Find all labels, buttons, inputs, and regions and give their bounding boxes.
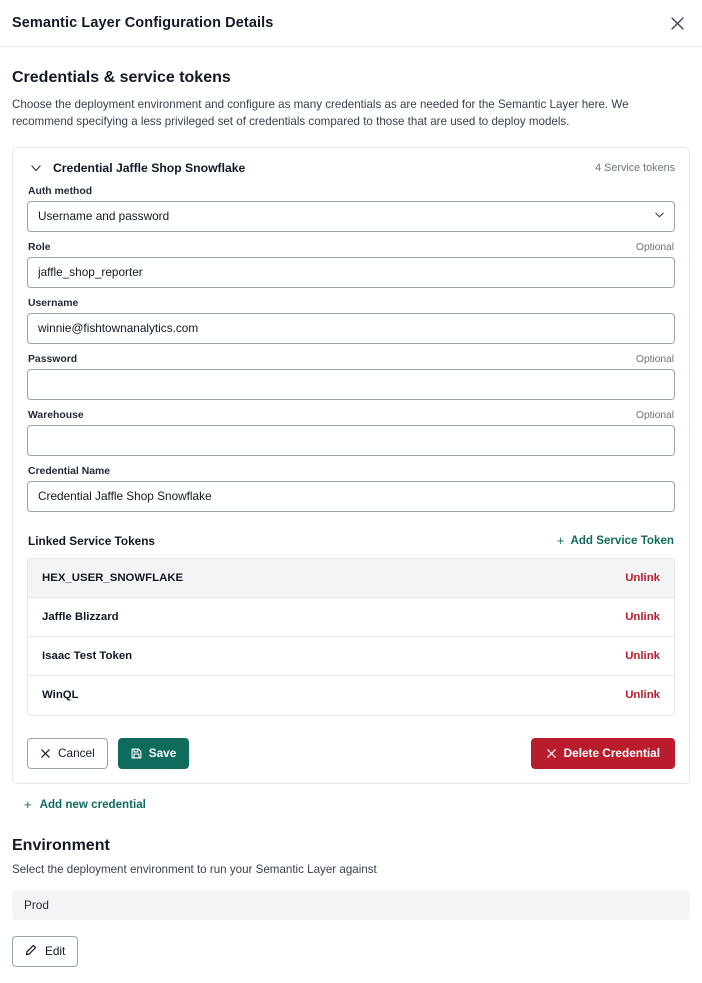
save-disk-icon xyxy=(131,748,142,759)
page-title: Semantic Layer Configuration Details xyxy=(12,15,274,31)
warehouse-input[interactable] xyxy=(27,425,675,456)
credential-actions xyxy=(27,738,675,769)
credentials-section-description: Choose the deployment environment and configure as many credentials as are needed for the Semantic Layer here. We recommend specifying a less privileged set of credentials compared to those that are used to deploy models. xyxy=(12,98,629,128)
field-label: Role xyxy=(28,241,51,253)
modal-header xyxy=(0,0,702,47)
credential-card-title: Credential Jaffle Shop Snowflake xyxy=(53,160,246,175)
field-label: Password xyxy=(28,353,78,365)
delete-credential-label: Delete Credential xyxy=(563,746,660,761)
modal-body xyxy=(0,47,702,967)
cancel-label: Cancel xyxy=(58,746,95,761)
save-label: Save xyxy=(148,746,177,761)
service-token-name: HEX_USER_SNOWFLAKE xyxy=(42,571,184,584)
pencil-icon xyxy=(25,944,37,959)
cancel-button[interactable] xyxy=(27,738,108,769)
table-row xyxy=(28,676,674,715)
service-token-count: 4 Service tokens xyxy=(595,161,675,174)
credential-card-body xyxy=(13,186,689,783)
close-icon[interactable] xyxy=(666,12,688,34)
credential-name-input[interactable] xyxy=(27,481,675,512)
add-new-credential-button[interactable] xyxy=(24,798,690,811)
plus-icon: + xyxy=(556,533,565,549)
role-input[interactable] xyxy=(27,257,675,288)
credentials-section-title: Credentials & service tokens xyxy=(12,69,231,86)
service-token-name: Jaffle Blizzard xyxy=(42,610,119,623)
field-credential-name xyxy=(27,466,675,512)
field-label: Auth method xyxy=(28,185,93,197)
field-warehouse xyxy=(27,410,675,456)
table-row xyxy=(28,559,674,598)
close-icon xyxy=(546,748,557,759)
save-button[interactable] xyxy=(118,738,190,769)
delete-credential-button[interactable] xyxy=(531,738,675,769)
field-label: Warehouse xyxy=(28,409,84,421)
chevron-down-icon[interactable] xyxy=(29,161,43,175)
edit-environment-button[interactable] xyxy=(12,936,78,967)
field-role xyxy=(27,242,675,288)
unlink-button[interactable]: Unlink xyxy=(625,649,660,662)
auth-method-select[interactable] xyxy=(27,201,675,232)
unlink-button[interactable]: Unlink xyxy=(625,610,660,623)
table-row xyxy=(28,598,674,637)
close-icon xyxy=(40,748,51,759)
add-service-token-label: Add Service Token xyxy=(570,534,674,548)
table-row xyxy=(28,637,674,676)
field-optional-tag: Optional xyxy=(636,241,674,253)
field-optional-tag: Optional xyxy=(636,353,674,365)
environment-section-title: Environment xyxy=(12,836,110,854)
edit-label: Edit xyxy=(45,944,66,959)
unlink-button[interactable]: Unlink xyxy=(625,571,660,584)
username-input[interactable] xyxy=(27,313,675,344)
field-optional-tag: Optional xyxy=(636,409,674,421)
linked-service-tokens-title: Linked Service Tokens xyxy=(28,533,155,548)
plus-icon: + xyxy=(24,796,32,812)
service-token-name: WinQL xyxy=(42,689,79,702)
field-label: Credential Name xyxy=(28,465,110,477)
field-label: Username xyxy=(28,297,79,309)
credential-card-header[interactable] xyxy=(13,148,689,186)
service-token-name: Isaac Test Token xyxy=(42,649,133,662)
add-service-token-button[interactable] xyxy=(557,534,674,547)
field-auth-method xyxy=(27,186,675,232)
unlink-button[interactable]: Unlink xyxy=(625,689,660,702)
add-new-credential-label: Add new credential xyxy=(39,797,146,811)
environment-description: Select the deployment environment to run your Semantic Layer against xyxy=(12,862,377,876)
service-token-list xyxy=(27,558,675,716)
password-input[interactable] xyxy=(27,369,675,400)
credential-card xyxy=(12,147,690,784)
environment-value: Prod xyxy=(12,890,690,920)
linked-service-tokens-header xyxy=(27,534,675,548)
field-username xyxy=(27,298,675,344)
field-password xyxy=(27,354,675,400)
